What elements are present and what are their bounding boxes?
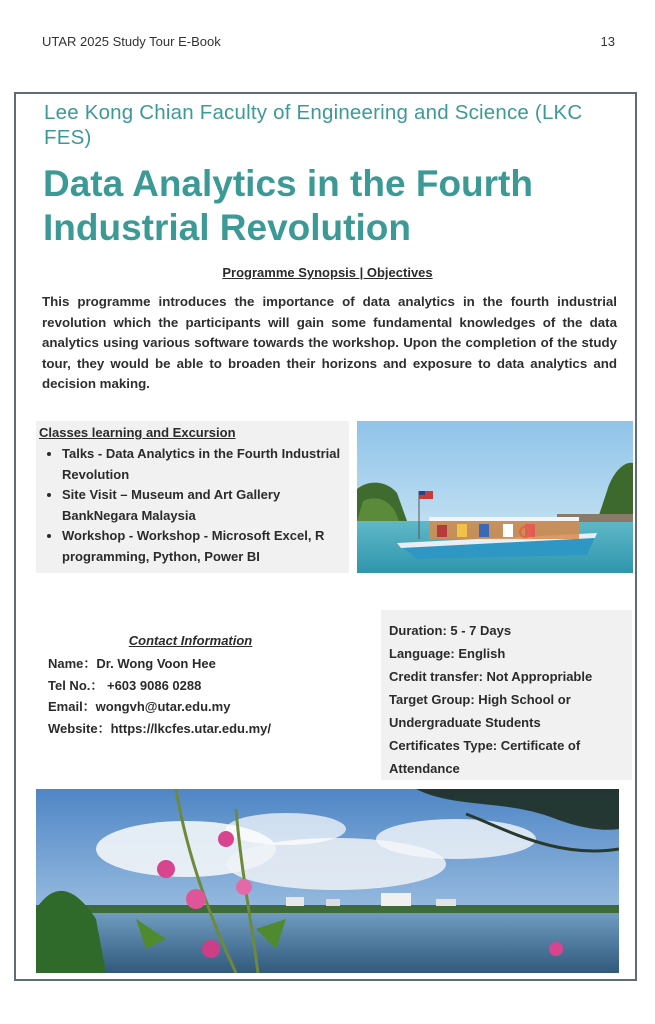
page-number: 13 xyxy=(600,34,615,49)
credit-transfer-text: Credit transfer: Not Appropriable xyxy=(389,669,593,684)
contact-name: Name：Dr. Wong Voon Hee xyxy=(48,656,216,671)
synopsis-heading: Programme Synopsis | Objectives xyxy=(222,265,433,280)
programme-title: Data Analytics in the Fourth Industrial Revolution xyxy=(43,163,533,248)
contact-website[interactable]: Website：https://lkcfes.utar.edu.my/ xyxy=(48,720,271,736)
ebook-header-title: UTAR 2025 Study Tour E-Book xyxy=(42,34,221,49)
list-item: • Workshop - Workshop - Microsoft Excel, R programming, Python, Power BI xyxy=(62,526,349,567)
list-item: • Site Visit – Museum and Art Gallery BankNegara Malaysia xyxy=(62,485,349,526)
certificate-type-text-cont: Attendance xyxy=(389,761,460,776)
contact-info xyxy=(48,632,368,739)
faculty-name: Lee Kong Chian Faculty of Engineering and Science (LKC FES) xyxy=(44,101,583,149)
classes-list xyxy=(39,444,349,567)
target-group-text-cont: Undergraduate Students xyxy=(389,715,541,730)
language-text: Language: English xyxy=(389,646,506,661)
contact-phone: Tel No.： +603 9086 0288 xyxy=(48,677,202,693)
duration-text: Duration: 5 - 7 Days xyxy=(389,623,512,638)
classes-heading: Classes learning and Excursion xyxy=(39,425,236,440)
contact-heading: Contact Information xyxy=(128,633,253,648)
boat-excursion-photo xyxy=(357,421,633,573)
synopsis-text: This programme introduces the importance of data analytics in the fourth industrial revolution which the participants will gain some fundamental knowledges of the data analytics using various software towards the workshop. Upon the completion of the study tour, they would be able to broaden their horizons and exposure to data analytics and decision making. xyxy=(42,294,617,392)
list-item: • Talks - Data Analytics in the Fourth Industrial Revolution xyxy=(62,444,349,485)
programme-details-panel xyxy=(381,610,632,780)
contact-email[interactable]: Email：wongvh@utar.edu.my xyxy=(48,699,231,714)
campus-lake-photo xyxy=(36,789,619,973)
certificate-type-text: Certificates Type: Certificate of xyxy=(389,738,581,753)
target-group-text: Target Group: High School or xyxy=(389,692,571,707)
classes-panel xyxy=(36,421,349,573)
